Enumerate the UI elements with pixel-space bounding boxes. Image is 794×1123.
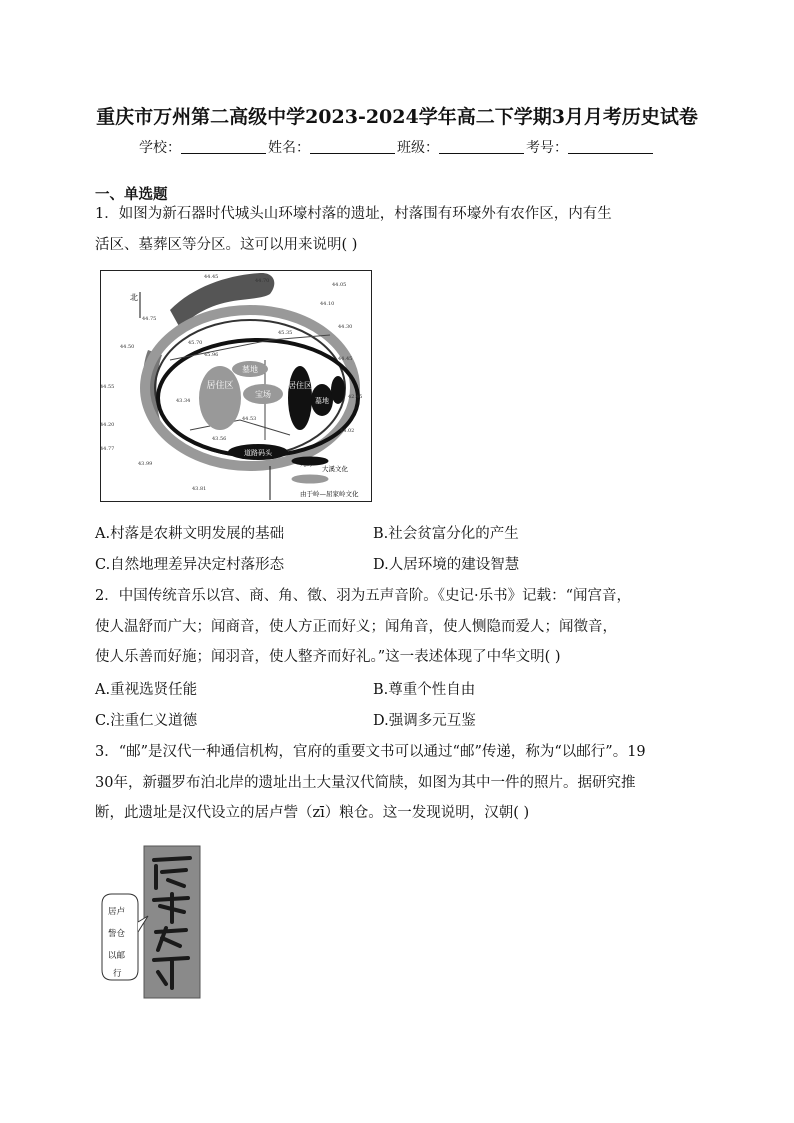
svg-text:44.02: 44.02 xyxy=(340,428,355,434)
question-2-line-2: 使人温舒而广大；闻商音，使人方正而好义；闻角音，使人恻隐而爱人；闻徵音， xyxy=(95,618,617,635)
question-3-line-1: 3．“邮”是汉代一种通信机构，官府的重要文书可以通过“邮”传递，称为“以邮行”。19 xyxy=(95,744,646,760)
svg-text:44.10: 44.10 xyxy=(320,301,335,307)
svg-text:居卢: 居卢 xyxy=(108,907,126,917)
svg-text:45.70: 45.70 xyxy=(188,340,203,346)
q2-option-b[interactable]: B.尊重个性自由 xyxy=(373,682,476,698)
exam-number-blank[interactable] xyxy=(568,139,653,154)
q2-option-a[interactable]: A.重视选贤任能 xyxy=(95,682,198,698)
svg-text:44.45: 44.45 xyxy=(338,356,353,362)
question-2-stem xyxy=(95,581,705,673)
question-2-line-1: 2．中国传统音乐以宫、商、角、徵、羽为五声音阶。《史记·乐书》记载：“闻宫音， xyxy=(95,588,631,604)
svg-text:44.53: 44.53 xyxy=(242,416,257,422)
zone-residential-1 xyxy=(199,366,241,430)
svg-text:43.99: 43.99 xyxy=(138,461,153,467)
exam-number-label: 考号： xyxy=(526,140,568,156)
svg-text:44.55: 44.55 xyxy=(100,384,115,390)
label-residential-1: 居住区 xyxy=(206,381,234,391)
svg-text:44.70: 44.70 xyxy=(255,278,270,284)
svg-text:45.35: 45.35 xyxy=(278,330,293,336)
svg-text:44.45: 44.45 xyxy=(204,274,219,280)
svg-text:44.50: 44.50 xyxy=(120,344,135,350)
q2-option-d[interactable]: D.强调多元互鉴 xyxy=(373,713,476,729)
svg-text:43.81: 43.81 xyxy=(192,486,207,492)
question-1-line-2: 活区、墓葬区等分区。这可以用来说明( ) xyxy=(95,236,358,253)
q1-option-d[interactable]: D.人居环境的建设智慧 xyxy=(373,557,520,573)
name-blank[interactable] xyxy=(310,139,395,154)
page-title: 重庆市万州第二高级中学2023-2024学年高二下学期3月月考历史试卷 xyxy=(96,106,698,128)
question-3-line-3: 断，此遗址是汉代设立的居卢訾（zī）粮仓。这一发现说明，汉朝( ) xyxy=(95,805,530,821)
label-road-dock: 道路码头 xyxy=(244,449,272,457)
student-info-line xyxy=(0,137,794,157)
section-title: 一、单选题 xyxy=(95,186,168,203)
svg-text:42.45: 42.45 xyxy=(348,394,363,400)
question-3-line-2: 30年，新疆罗布泊北岸的遗址出土大量汉代简牍，如图为其中一件的照片。据研究推 xyxy=(95,774,636,791)
legend-daxi: 大溪文化 xyxy=(322,465,348,473)
svg-text:44.05: 44.05 xyxy=(332,282,347,288)
svg-text:44.77: 44.77 xyxy=(100,446,115,452)
label-plaza: 宝场 xyxy=(255,390,271,399)
svg-text:訾仓: 訾仓 xyxy=(108,929,126,939)
svg-text:44.75: 44.75 xyxy=(142,316,157,322)
label-cemetery-1: 墓地 xyxy=(242,365,258,374)
svg-text:44.20: 44.20 xyxy=(100,422,115,428)
name-label: 姓名： xyxy=(268,140,310,156)
question-1-stem xyxy=(95,199,705,260)
q1-option-a[interactable]: A.村落是农耕文明发展的基础 xyxy=(95,526,285,542)
legend-qujialing: 由于岭—屈家岭文化 xyxy=(300,490,359,498)
class-label: 班级： xyxy=(397,140,439,156)
label-residential-2: 居住区 xyxy=(288,381,312,390)
label-cemetery-2: 墓地 xyxy=(315,397,329,405)
q1-option-c[interactable]: C.自然地理差异决定村落形态 xyxy=(95,557,285,573)
q2-option-c[interactable]: C.注重仁义道德 xyxy=(95,713,198,729)
zone-residential-2 xyxy=(288,366,312,430)
class-blank[interactable] xyxy=(439,139,524,154)
school-label: 学校： xyxy=(139,140,181,156)
question-2-line-3: 使人乐善而好施；闻羽音，使人整齐而好礼。”这一表述体现了中华文明( ) xyxy=(95,649,561,665)
north-label: 北 xyxy=(130,293,138,302)
svg-text:45.96: 45.96 xyxy=(204,352,219,358)
school-blank[interactable] xyxy=(181,139,266,154)
q1-option-b[interactable]: B.社会贫富分化的产生 xyxy=(373,526,519,542)
han-bamboo-slip-photo xyxy=(96,842,211,1002)
question-3-stem xyxy=(95,737,705,829)
svg-text:行: 行 xyxy=(113,969,122,979)
svg-text:43.34: 43.34 xyxy=(176,398,191,404)
svg-text:以邮: 以邮 xyxy=(108,951,126,961)
question-1-line-1: 1．如图为新石器时代城头山环壕村落的遗址，村落围有环壕外有农作区，内有生 xyxy=(95,206,612,222)
svg-text:43.56: 43.56 xyxy=(212,436,227,442)
svg-text:44.30: 44.30 xyxy=(338,324,353,330)
chengtoushan-site-map xyxy=(100,270,372,502)
